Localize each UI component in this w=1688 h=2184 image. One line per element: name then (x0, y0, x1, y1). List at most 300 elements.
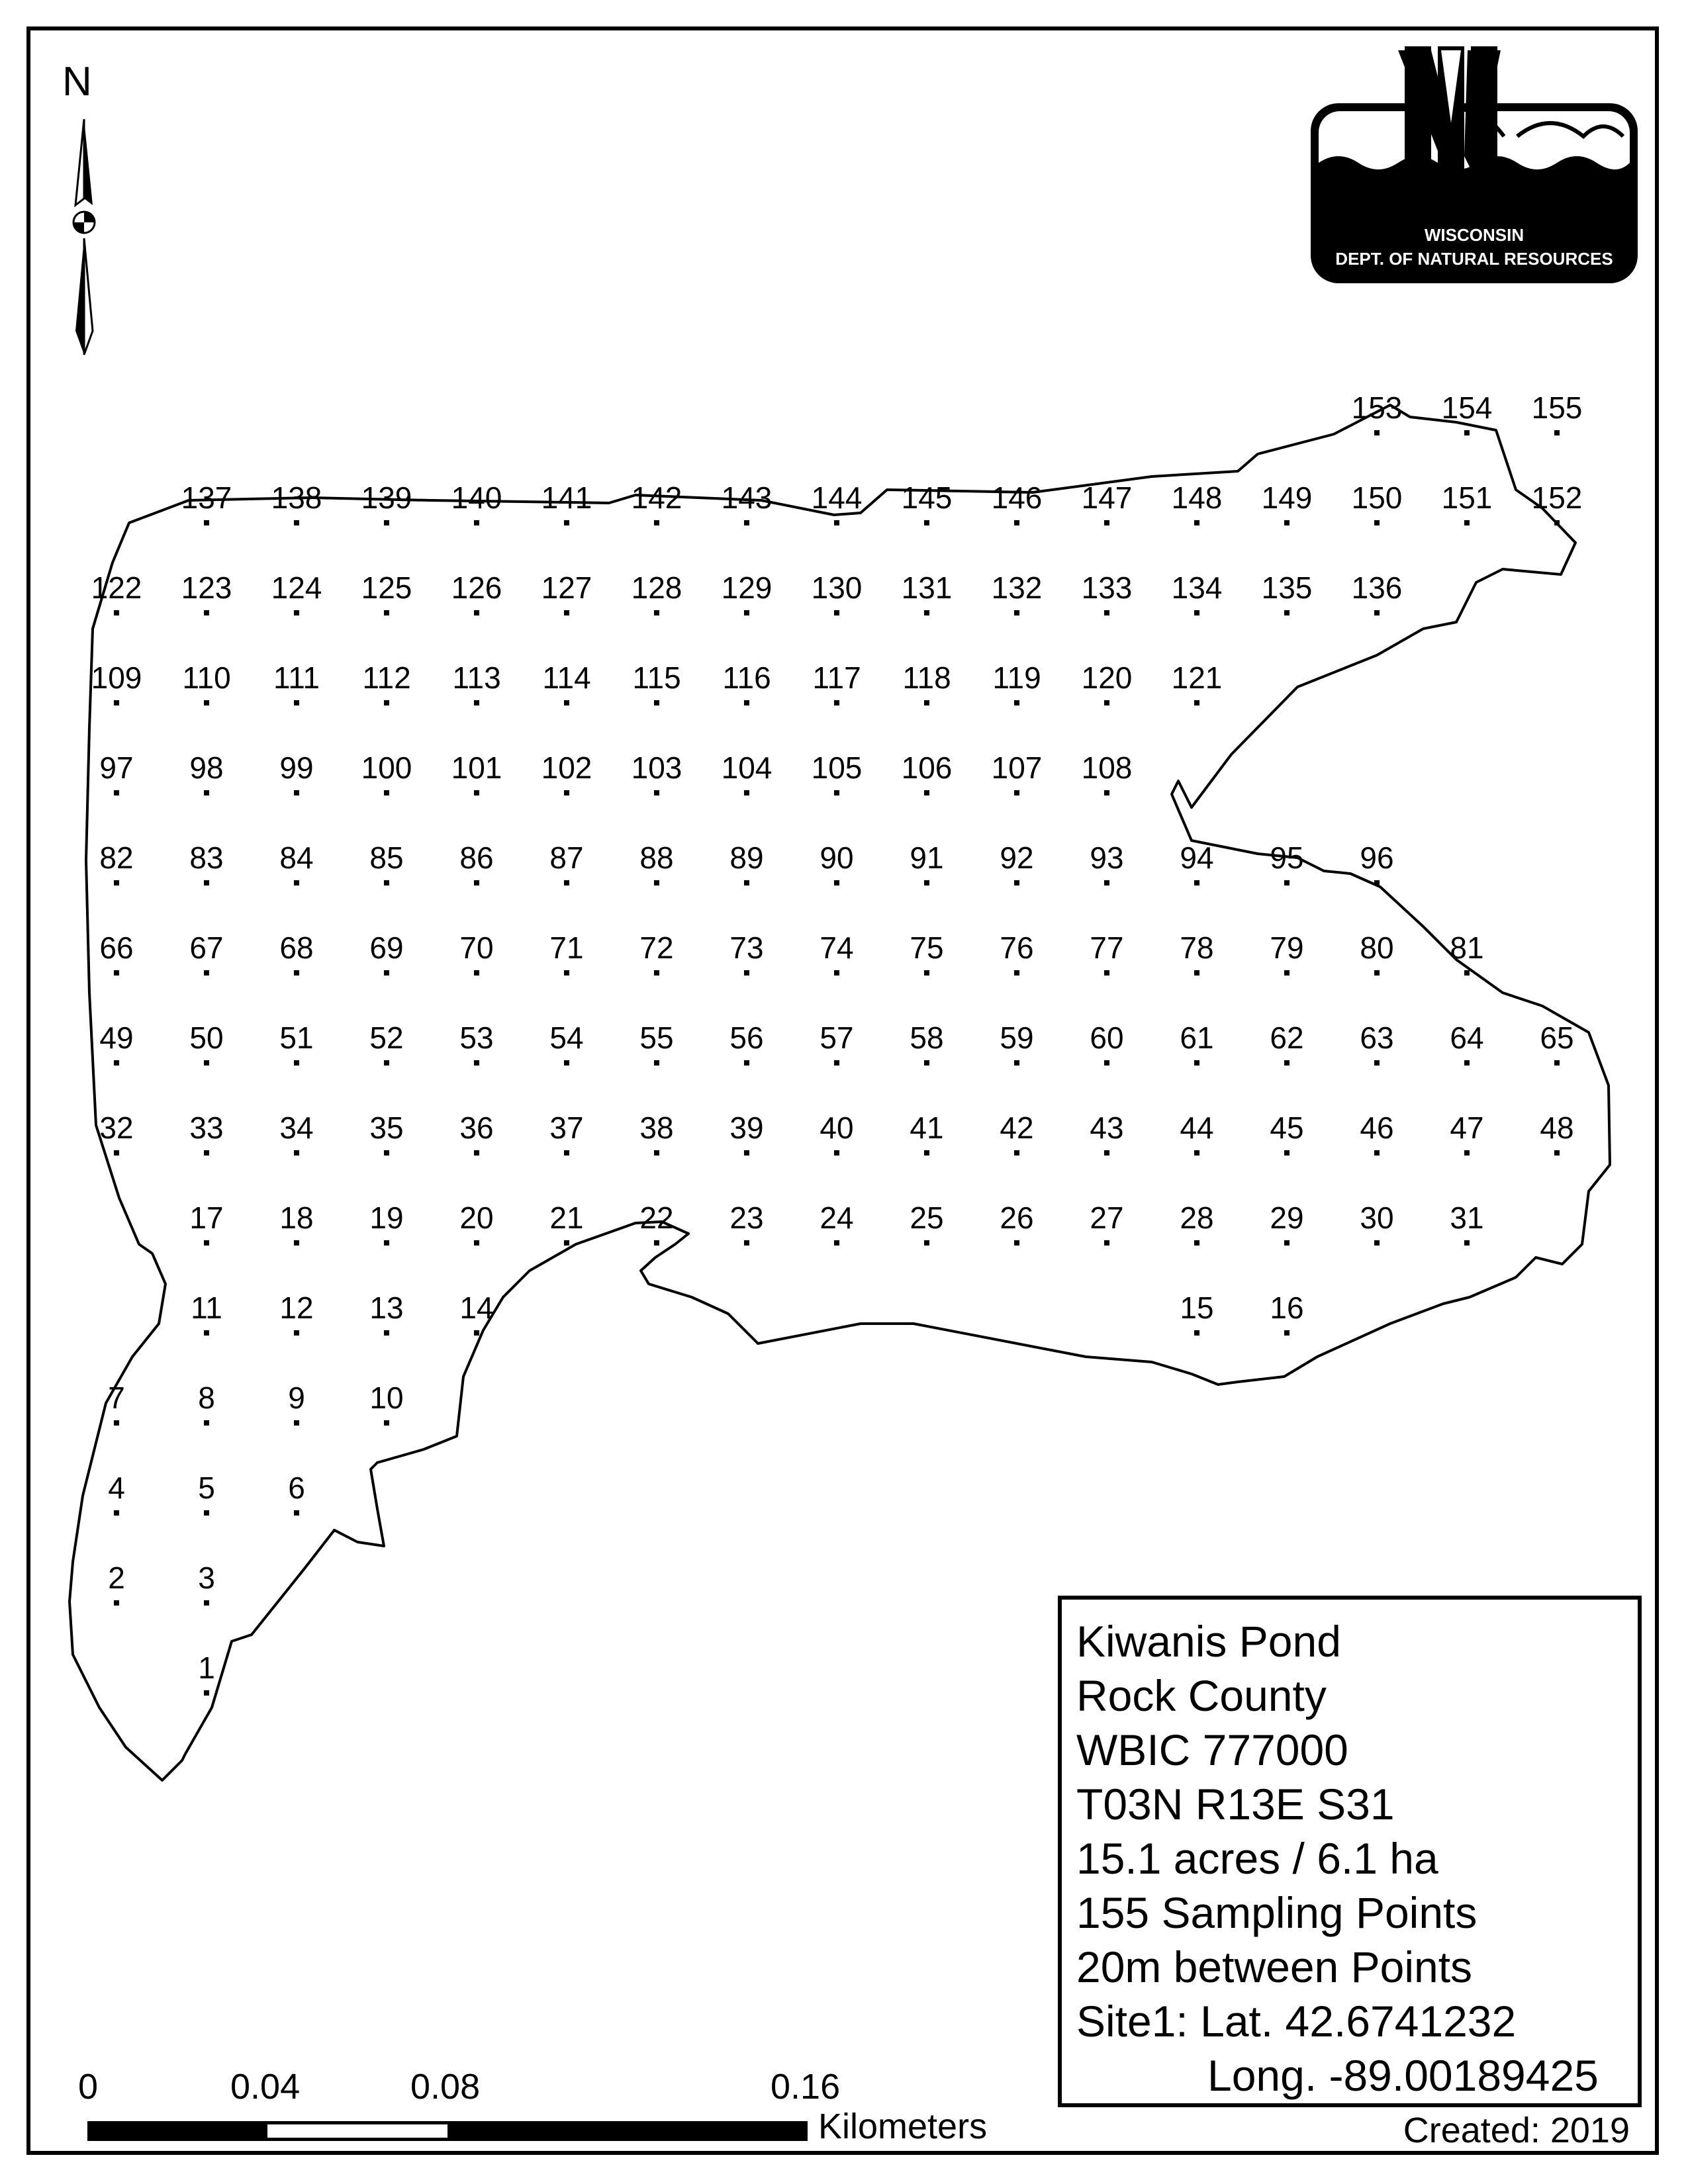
point-spacing: 20m between Points (1076, 1942, 1473, 1991)
sampling-point-marker (294, 1150, 299, 1156)
sampling-point-marker (1104, 790, 1109, 796)
sampling-point-label: 152 (1531, 480, 1583, 515)
sampling-point (1450, 1021, 1483, 1066)
sampling-point (1172, 570, 1223, 615)
sampling-point-label: 137 (181, 480, 232, 515)
sampling-point-label: 143 (721, 480, 773, 515)
sampling-point-marker (1464, 1060, 1470, 1066)
sampling-point (812, 751, 863, 796)
sampling-point-marker (204, 1060, 209, 1066)
sampling-point-marker (1104, 610, 1109, 615)
sampling-point-marker (1284, 1060, 1289, 1066)
sampling-point (1352, 480, 1403, 525)
sampling-point (279, 1111, 313, 1156)
sampling-point (639, 931, 673, 976)
sampling-point (1000, 931, 1033, 976)
sampling-point-label: 39 (729, 1111, 764, 1145)
sampling-point-label: 29 (1270, 1201, 1304, 1235)
sampling-point (369, 1381, 403, 1426)
sampling-point (1450, 1111, 1483, 1156)
sampling-point-label: 78 (1180, 931, 1214, 965)
logo-line-2: DEPT. OF NATURAL RESOURCES (1335, 249, 1613, 269)
sampling-point-label: 41 (910, 1111, 944, 1145)
sampling-point-marker (1194, 520, 1199, 525)
sampling-point (452, 660, 500, 705)
sampling-point-marker (1194, 1330, 1199, 1336)
sampling-point (189, 931, 223, 976)
sampling-point (1270, 1021, 1303, 1066)
sampling-point-marker (294, 1420, 299, 1426)
sampling-point-label: 114 (542, 660, 591, 695)
sampling-point (1532, 480, 1583, 525)
sampling-point-label: 4 (108, 1471, 125, 1505)
sampling-point-label: 34 (279, 1111, 314, 1145)
sampling-point (198, 1471, 215, 1516)
sampling-point-label: 98 (189, 751, 224, 785)
sampling-point-marker (834, 970, 839, 976)
sampling-point (1270, 1291, 1303, 1336)
sampling-point-marker (204, 1240, 209, 1246)
sampling-point (549, 1201, 583, 1246)
sampling-point-label: 35 (369, 1111, 404, 1145)
sampling-point-marker (834, 520, 839, 525)
sampling-point-marker (744, 520, 749, 525)
sampling-point (181, 570, 232, 615)
sampling-point-marker (474, 970, 479, 976)
sampling-point-marker (1374, 1150, 1380, 1156)
sampling-point-marker (924, 880, 929, 886)
sampling-point-marker (1284, 1330, 1289, 1336)
sampling-point-label: 46 (1360, 1111, 1394, 1145)
site-latitude: Site1: Lat. 42.6741232 (1076, 1997, 1517, 2046)
sampling-point-label: 92 (1000, 841, 1034, 875)
sampling-point (459, 1201, 493, 1246)
sampling-point-marker (654, 1150, 659, 1156)
sampling-point-marker (114, 700, 119, 705)
info-box (1058, 1596, 1642, 2107)
sampling-point-marker (1014, 1060, 1019, 1066)
sampling-point (910, 841, 943, 886)
sampling-point (1360, 1021, 1393, 1066)
sampling-point-marker (654, 1240, 659, 1246)
sampling-point (189, 1021, 223, 1066)
sampling-point-marker (744, 700, 749, 705)
sampling-point (729, 931, 763, 976)
sampling-point (910, 1111, 943, 1156)
sampling-point (279, 931, 313, 976)
sampling-point-marker (1014, 1240, 1019, 1246)
sampling-point (812, 660, 861, 705)
sampling-point-marker (474, 1330, 479, 1336)
sampling-point-label: 108 (1081, 751, 1133, 785)
sampling-point (549, 1021, 583, 1066)
sampling-point-marker (114, 1510, 119, 1516)
sampling-grid (91, 390, 1583, 1696)
sampling-point-label: 48 (1540, 1111, 1574, 1145)
sampling-point-marker (744, 610, 749, 615)
sampling-point (369, 1291, 403, 1336)
sampling-point-marker (1374, 610, 1380, 615)
sampling-point-marker (564, 1060, 569, 1066)
sampling-point (198, 1381, 215, 1426)
sampling-point-marker (1014, 880, 1019, 886)
sampling-point-marker (204, 1600, 209, 1606)
sampling-point (1352, 390, 1403, 435)
sampling-point (1000, 1111, 1033, 1156)
sampling-point-label: 135 (1261, 570, 1313, 605)
sampling-point (271, 480, 322, 525)
sampling-point (99, 841, 133, 886)
sampling-point-label: 106 (901, 751, 953, 785)
sampling-point-label: 42 (1000, 1111, 1034, 1145)
sampling-point (362, 660, 410, 705)
sampling-point (451, 570, 502, 615)
sampling-point-marker (294, 790, 299, 796)
sampling-point-label: 150 (1351, 480, 1403, 515)
north-label: N (62, 59, 92, 105)
sampling-point (1090, 931, 1123, 976)
sampling-point (729, 1111, 763, 1156)
sampling-point-marker (474, 1150, 479, 1156)
sampling-point-label: 83 (189, 841, 224, 875)
sampling-point-label: 142 (631, 480, 682, 515)
sampling-point-label: 52 (369, 1021, 404, 1055)
sampling-point-marker (564, 1150, 569, 1156)
sampling-point-marker (204, 790, 209, 796)
sampling-point-label: 51 (279, 1021, 314, 1055)
sampling-point-label: 140 (451, 480, 502, 515)
sampling-point (1442, 480, 1493, 525)
sampling-point-marker (1284, 880, 1289, 886)
sampling-point-marker (1554, 1060, 1560, 1066)
sampling-point-label: 151 (1441, 480, 1493, 515)
sampling-point (1270, 1111, 1303, 1156)
sampling-point-label: 14 (459, 1291, 494, 1325)
sampling-point-marker (564, 880, 569, 886)
sampling-point-marker (204, 1510, 209, 1516)
sampling-point-label: 36 (459, 1111, 494, 1145)
sampling-point-marker (384, 790, 389, 796)
sampling-point (722, 480, 773, 525)
sampling-point-label: 19 (369, 1201, 404, 1235)
sampling-point-marker (564, 790, 569, 796)
scale-units: Kilometers (818, 2107, 988, 2146)
sampling-point-marker (744, 970, 749, 976)
scale-bar (87, 2121, 808, 2141)
sampling-point-label: 154 (1441, 390, 1493, 425)
sampling-point-marker (1014, 1150, 1019, 1156)
sampling-point-label: 79 (1270, 931, 1304, 965)
sampling-point (632, 480, 682, 525)
sampling-point (369, 1201, 403, 1246)
sampling-point-marker (924, 520, 929, 525)
sampling-point (992, 660, 1041, 705)
sampling-point-marker (384, 1150, 389, 1156)
sampling-point-label: 94 (1180, 841, 1214, 875)
sampling-point-marker (114, 610, 119, 615)
sampling-point (369, 931, 403, 976)
sampling-point (189, 1201, 223, 1246)
sampling-point-label: 81 (1450, 931, 1484, 965)
sampling-point (108, 1381, 125, 1426)
sampling-point-marker (564, 1240, 569, 1246)
sampling-point-label: 148 (1171, 480, 1223, 515)
sampling-point-marker (114, 970, 119, 976)
sampling-point (1352, 570, 1403, 615)
scale-tick-1: 0.04 (230, 2067, 301, 2107)
sampling-point-label: 15 (1180, 1291, 1214, 1325)
sampling-point-label: 16 (1270, 1291, 1304, 1325)
sampling-point (820, 931, 853, 976)
sampling-point (459, 841, 493, 886)
sampling-point-marker (654, 700, 659, 705)
sampling-point-label: 107 (991, 751, 1043, 785)
sampling-point-label: 77 (1090, 931, 1124, 965)
sampling-point-label: 54 (549, 1021, 584, 1055)
sampling-point-label: 133 (1081, 570, 1133, 605)
sampling-point (1540, 1111, 1573, 1156)
sampling-point-label: 67 (189, 931, 224, 965)
sampling-point (820, 841, 853, 886)
sampling-point-marker (1194, 1060, 1199, 1066)
sampling-point-label: 131 (901, 570, 953, 605)
sampling-point-label: 23 (729, 1201, 764, 1235)
sampling-point-label: 144 (811, 480, 863, 515)
sampling-point-marker (1104, 970, 1109, 976)
sampling-point-label: 20 (459, 1201, 494, 1235)
sampling-point-marker (204, 520, 209, 525)
sampling-point-label: 55 (639, 1021, 674, 1055)
sampling-point-marker (1554, 430, 1560, 435)
sampling-point-label: 72 (639, 931, 674, 965)
sampling-point-marker (474, 1060, 479, 1066)
sampling-point (279, 841, 313, 886)
sampling-point-label: 97 (99, 751, 134, 785)
sampling-point-marker (1194, 610, 1199, 615)
sampling-point (198, 1561, 215, 1606)
sampling-point-label: 60 (1090, 1021, 1124, 1055)
sampling-point-label: 5 (198, 1471, 215, 1505)
sampling-point (1360, 1111, 1393, 1156)
sampling-point-marker (1284, 520, 1289, 525)
wbic: WBIC 777000 (1076, 1725, 1348, 1774)
sampling-point-marker (1464, 430, 1470, 435)
sampling-point (992, 751, 1043, 796)
sampling-point-label: 134 (1171, 570, 1223, 605)
sampling-point (451, 480, 502, 525)
sampling-point (729, 841, 763, 886)
sampling-point-marker (1374, 1060, 1380, 1066)
sampling-point-label: 99 (279, 751, 314, 785)
sampling-point-marker (834, 880, 839, 886)
sampling-point-marker (114, 880, 119, 886)
sampling-point-label: 93 (1090, 841, 1124, 875)
logo-line-1: WISCONSIN (1424, 225, 1524, 245)
sampling-point-label: 101 (451, 751, 502, 785)
sampling-point-marker (1284, 610, 1289, 615)
sampling-point-label: 128 (631, 570, 682, 605)
sampling-point (1000, 1021, 1033, 1066)
sampling-point-marker (384, 1420, 389, 1426)
sampling-point-marker (294, 970, 299, 976)
sampling-point-label: 44 (1180, 1111, 1214, 1145)
sampling-point (902, 660, 951, 705)
sampling-point-marker (114, 1150, 119, 1156)
sampling-point-label: 8 (198, 1381, 215, 1415)
sampling-point (1270, 1201, 1303, 1246)
sampling-point (1090, 1021, 1123, 1066)
sampling-point (279, 1291, 313, 1336)
north-arrow (73, 119, 95, 355)
sampling-point (189, 841, 223, 886)
sampling-point (1180, 1111, 1213, 1156)
sampling-point (541, 480, 592, 525)
sampling-point-marker (1464, 1240, 1470, 1246)
sampling-point (722, 751, 773, 796)
sampling-point-marker (114, 1060, 119, 1066)
sampling-point (729, 1201, 763, 1246)
sampling-point-marker (294, 520, 299, 525)
sampling-point-label: 70 (459, 931, 494, 965)
sampling-point-label: 53 (459, 1021, 494, 1055)
sampling-point-marker (924, 610, 929, 615)
sampling-point (820, 1021, 853, 1066)
sampling-point-label: 56 (729, 1021, 764, 1055)
sampling-point (369, 841, 403, 886)
sampling-point (361, 570, 412, 615)
sampling-point-label: 113 (452, 660, 501, 695)
sampling-point-marker (294, 700, 299, 705)
sampling-point-marker (564, 610, 569, 615)
sampling-point-marker (1194, 1150, 1199, 1156)
sampling-point-label: 130 (811, 570, 863, 605)
sampling-point-marker (204, 610, 209, 615)
sampling-point-label: 37 (549, 1111, 584, 1145)
sampling-point (1082, 751, 1133, 796)
sampling-point-label: 33 (189, 1111, 224, 1145)
sampling-point (181, 480, 232, 525)
sampling-point-label: 25 (910, 1201, 944, 1235)
sampling-point (459, 1291, 493, 1336)
sampling-point-label: 89 (729, 841, 764, 875)
sampling-point-label: 145 (901, 480, 953, 515)
sampling-point-marker (474, 520, 479, 525)
sampling-point (632, 751, 682, 796)
sampling-point (1090, 1201, 1123, 1246)
sampling-point-label: 82 (99, 841, 134, 875)
sampling-point-marker (474, 1240, 479, 1246)
sampling-point (632, 660, 680, 705)
sampling-point-marker (294, 1060, 299, 1066)
sampling-point-label: 64 (1450, 1021, 1484, 1055)
sampling-point-marker (204, 1330, 209, 1336)
sampling-point-marker (834, 1060, 839, 1066)
sampling-point-marker (474, 790, 479, 796)
sampling-point (1090, 841, 1123, 886)
sampling-point (1082, 660, 1133, 705)
sampling-point-marker (204, 880, 209, 886)
sampling-point (729, 1021, 763, 1066)
sampling-point-label: 31 (1450, 1201, 1484, 1235)
sampling-point (722, 570, 773, 615)
sampling-point-marker (204, 970, 209, 976)
sampling-point-marker (474, 610, 479, 615)
sampling-point (812, 480, 863, 525)
sampling-point (369, 1111, 403, 1156)
sampling-point-marker (1104, 1150, 1109, 1156)
sampling-point-label: 103 (631, 751, 682, 785)
sampling-point (820, 1111, 853, 1156)
sampling-point-marker (114, 1600, 119, 1606)
sampling-point-label: 87 (549, 841, 584, 875)
sampling-point-marker (1194, 970, 1199, 976)
sampling-point-marker (654, 880, 659, 886)
sampling-point-marker (834, 610, 839, 615)
sampling-point-marker (654, 610, 659, 615)
sampling-point (1270, 931, 1303, 976)
sampling-point (1450, 1201, 1483, 1246)
sampling-point-marker (564, 520, 569, 525)
sampling-point (99, 751, 133, 796)
sampling-point (541, 570, 592, 615)
sampling-point-label: 118 (902, 660, 951, 695)
sampling-point-label: 86 (459, 841, 494, 875)
sampling-point (1262, 570, 1313, 615)
sampling-point (639, 1201, 673, 1246)
points-count: 155 Sampling Points (1076, 1888, 1477, 1937)
sampling-point-marker (654, 520, 659, 525)
sampling-point-marker (474, 880, 479, 886)
sampling-point (271, 570, 322, 615)
sampling-point-marker (1194, 700, 1199, 705)
sampling-point-marker (294, 1510, 299, 1516)
sampling-point (639, 1021, 673, 1066)
sampling-point-label: 100 (361, 751, 412, 785)
sampling-point-label: 138 (271, 480, 322, 515)
sampling-point-label: 141 (541, 480, 592, 515)
sampling-point (812, 570, 863, 615)
sampling-point-label: 120 (1081, 660, 1133, 695)
sampling-point (639, 1111, 673, 1156)
sampling-point-marker (744, 880, 749, 886)
sampling-point-marker (204, 700, 209, 705)
sampling-point-marker (384, 1330, 389, 1336)
sampling-point-label: 104 (721, 751, 773, 785)
sampling-point-label: 149 (1261, 480, 1313, 515)
sampling-point-label: 74 (820, 931, 854, 965)
sampling-point (189, 1111, 223, 1156)
sampling-point-label: 76 (1000, 931, 1034, 965)
sampling-point-label: 127 (541, 570, 592, 605)
sampling-point (191, 1291, 222, 1336)
sampling-point-label: 24 (820, 1201, 854, 1235)
sampling-point (361, 480, 412, 525)
sampling-point-label: 119 (992, 660, 1041, 695)
sampling-point-label: 62 (1270, 1021, 1304, 1055)
sampling-point-label: 84 (279, 841, 314, 875)
sampling-point-label: 153 (1351, 390, 1403, 425)
sampling-point (902, 480, 953, 525)
sampling-point-marker (1554, 520, 1560, 525)
sampling-point-marker (1194, 1240, 1199, 1246)
sampling-point-label: 121 (1171, 660, 1223, 695)
sampling-point-label: 66 (99, 931, 134, 965)
sampling-point-marker (384, 520, 389, 525)
sampling-point-marker (924, 790, 929, 796)
sampling-point-label: 75 (910, 931, 944, 965)
sampling-point-marker (1104, 700, 1109, 705)
sampling-point-label: 22 (639, 1201, 674, 1235)
